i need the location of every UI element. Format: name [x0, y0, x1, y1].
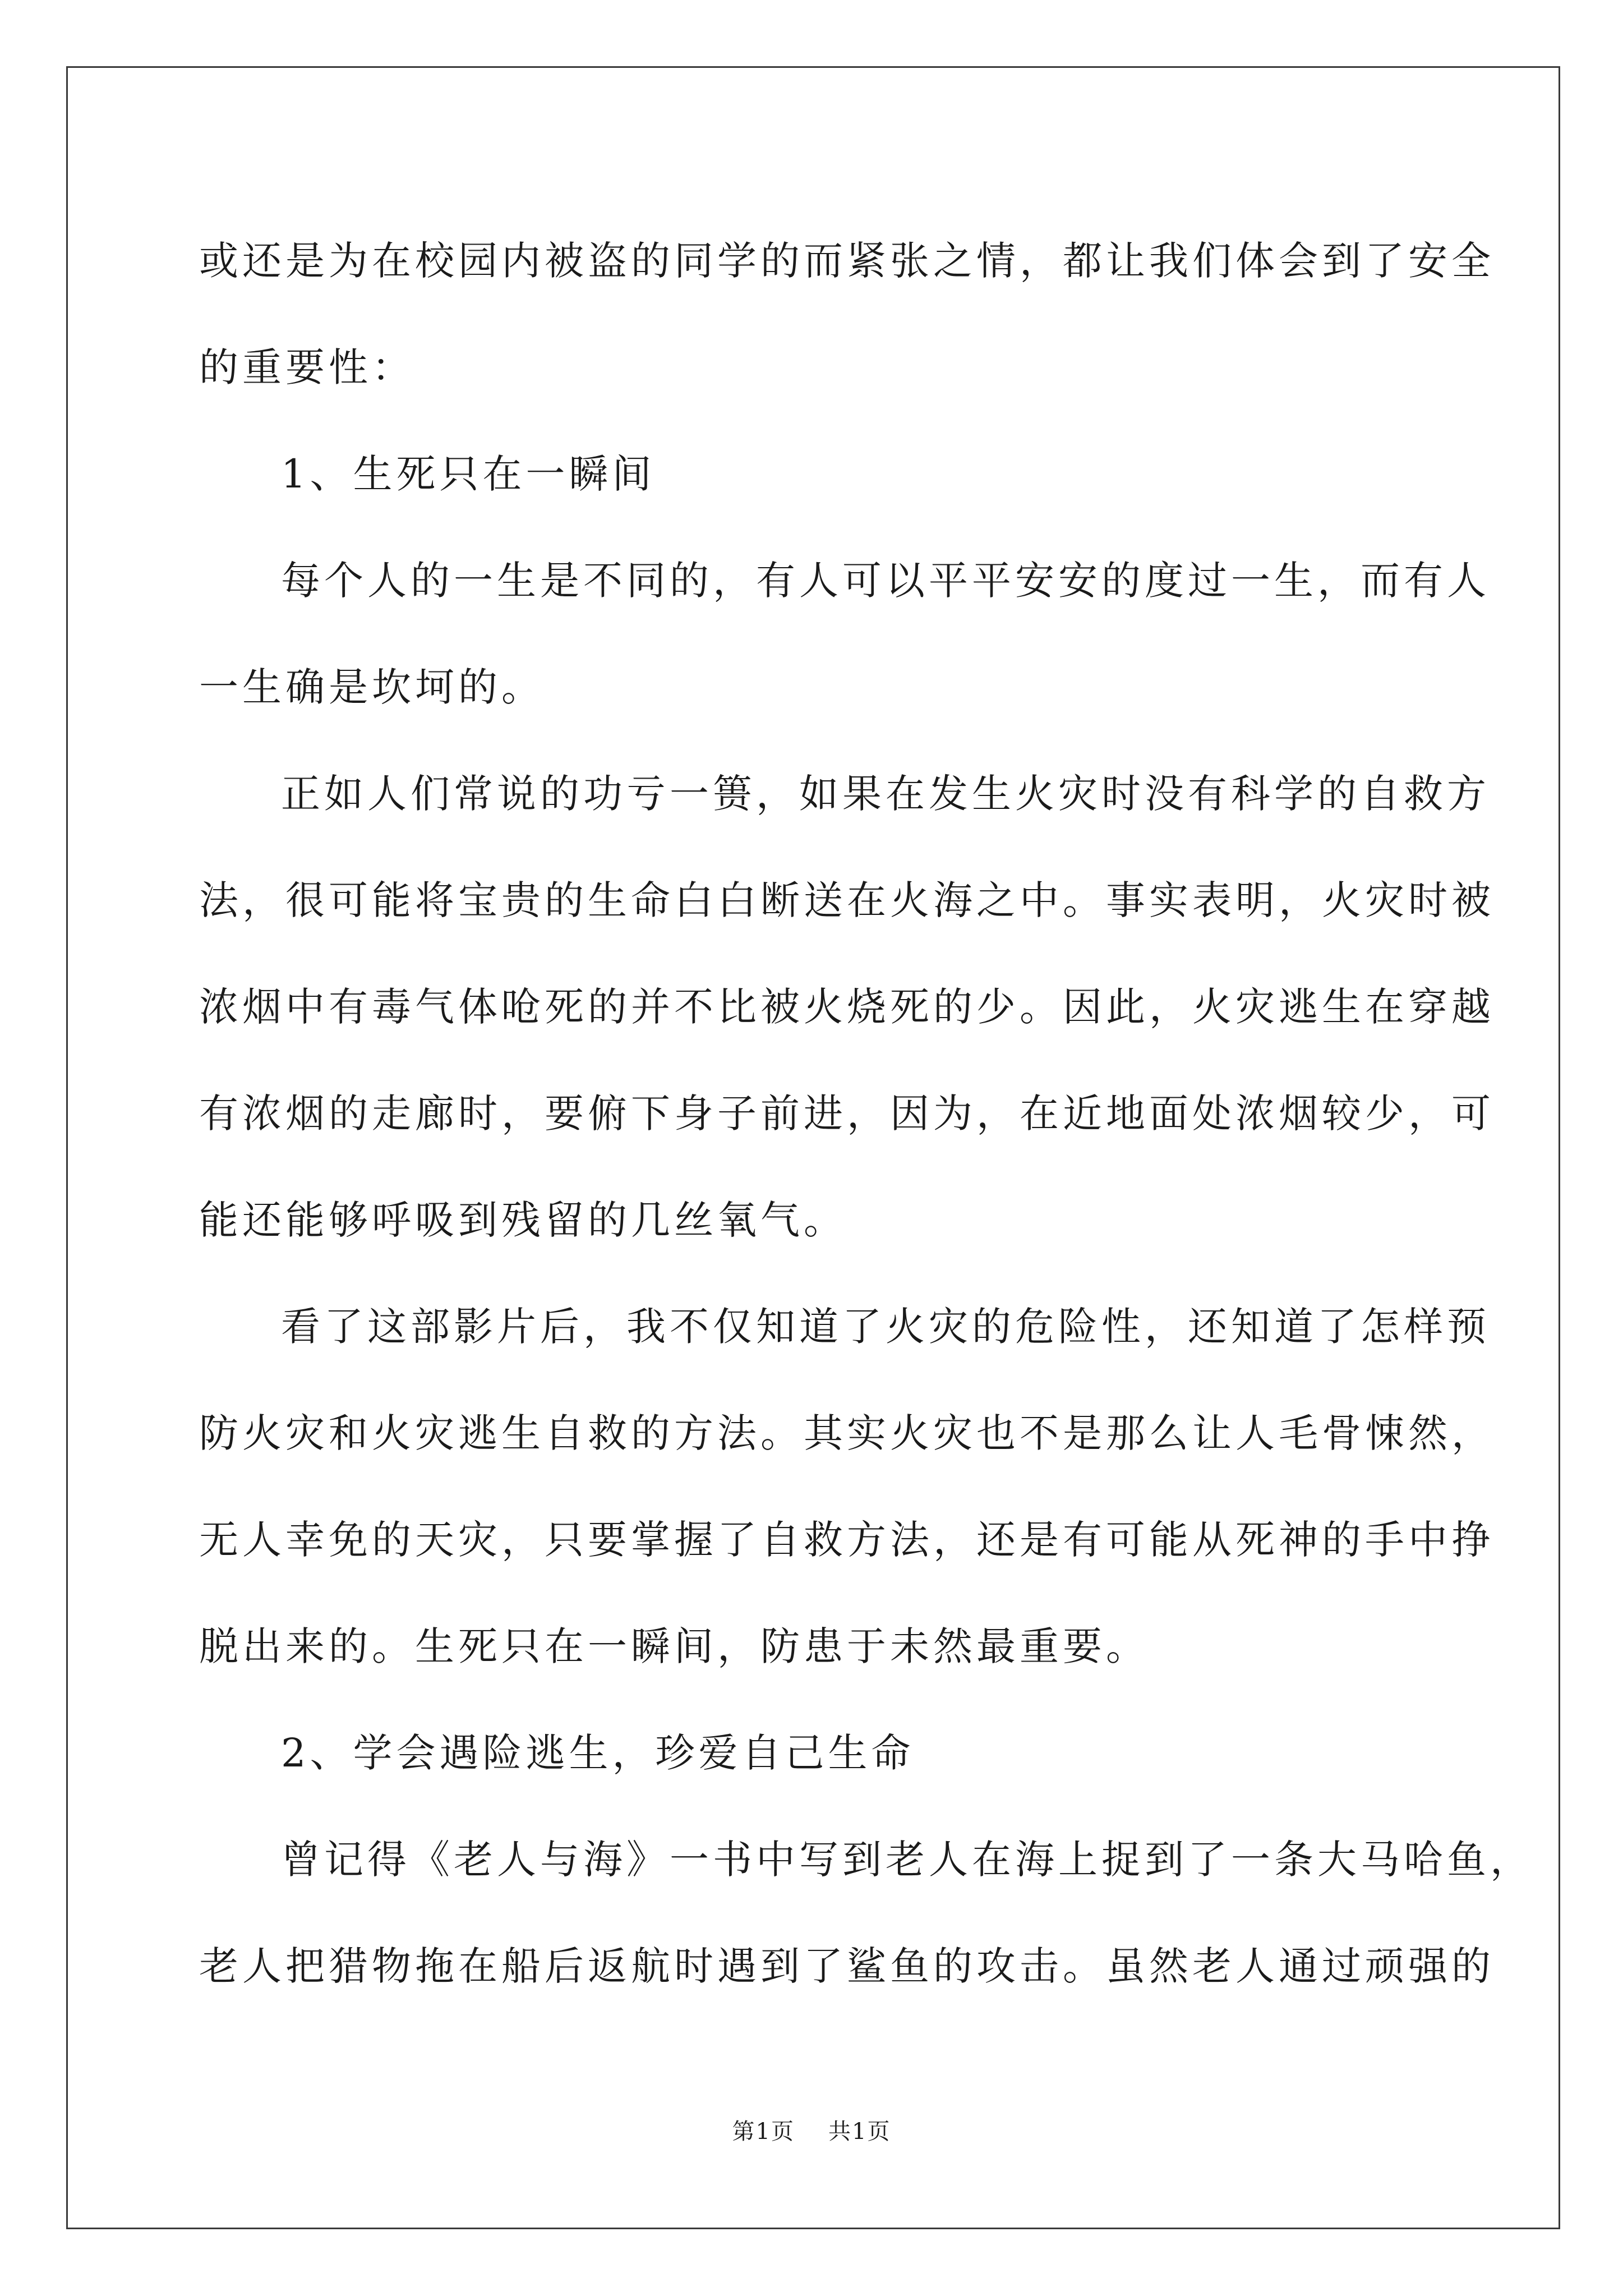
- text-line: 2、学会遇险逃生，珍爱自己生命: [281, 1730, 915, 1776]
- text-line: 老人把猎物拖在船后返航时遇到了鲨鱼的攻击。虽然老人通过顽强的: [199, 1943, 1495, 1989]
- text-line: 或还是为在校园内被盗的同学的而紧张之情，都让我们体会到了安全: [199, 238, 1495, 284]
- text-line: 脱出来的。生死只在一瞬间，防患于未然最重要。: [199, 1623, 1149, 1669]
- text-line: 法，很可能将宝贵的生命白白断送在火海之中。事实表明，火灾时被: [199, 877, 1495, 923]
- text-line: 有浓烟的走廊时，要俯下身子前进，因为，在近地面处浓烟较少，可: [199, 1091, 1495, 1137]
- page-footer: [0, 2118, 1623, 2146]
- text-line: 能还能够呼吸到残留的几丝氧气。: [199, 1197, 847, 1243]
- text-line: 一生确是坎坷的。: [199, 664, 545, 710]
- text-line: 的重要性：: [199, 344, 415, 390]
- page-total: 共1页: [828, 2119, 891, 2145]
- text-line: 曾记得《老人与海》一书中写到老人在海上捉到了一条大马哈鱼，: [281, 1837, 1533, 1883]
- document-body: [199, 208, 1533, 2019]
- text-line: 浓烟中有毒气体呛死的并不比被火烧死的少。因此，火灾逃生在穿越: [199, 984, 1495, 1030]
- text-line: 每个人的一生是不同的，有人可以平平安安的度过一生，而有人: [281, 558, 1490, 604]
- page-number: 第1页: [732, 2119, 795, 2145]
- text-line: 无人幸免的天灾，只要掌握了自救方法，还是有可能从死神的手中挣: [199, 1517, 1495, 1563]
- text-line: 正如人们常说的功亏一篑，如果在发生火灾时没有科学的自救方: [281, 771, 1490, 817]
- text-line: 防火灾和火灾逃生自救的方法。其实火灾也不是那么让人毛骨悚然，: [199, 1410, 1495, 1456]
- text-line: 看了这部影片后，我不仅知道了火灾的危险性，还知道了怎样预: [281, 1304, 1490, 1350]
- text-line: 1、生死只在一瞬间: [281, 451, 656, 497]
